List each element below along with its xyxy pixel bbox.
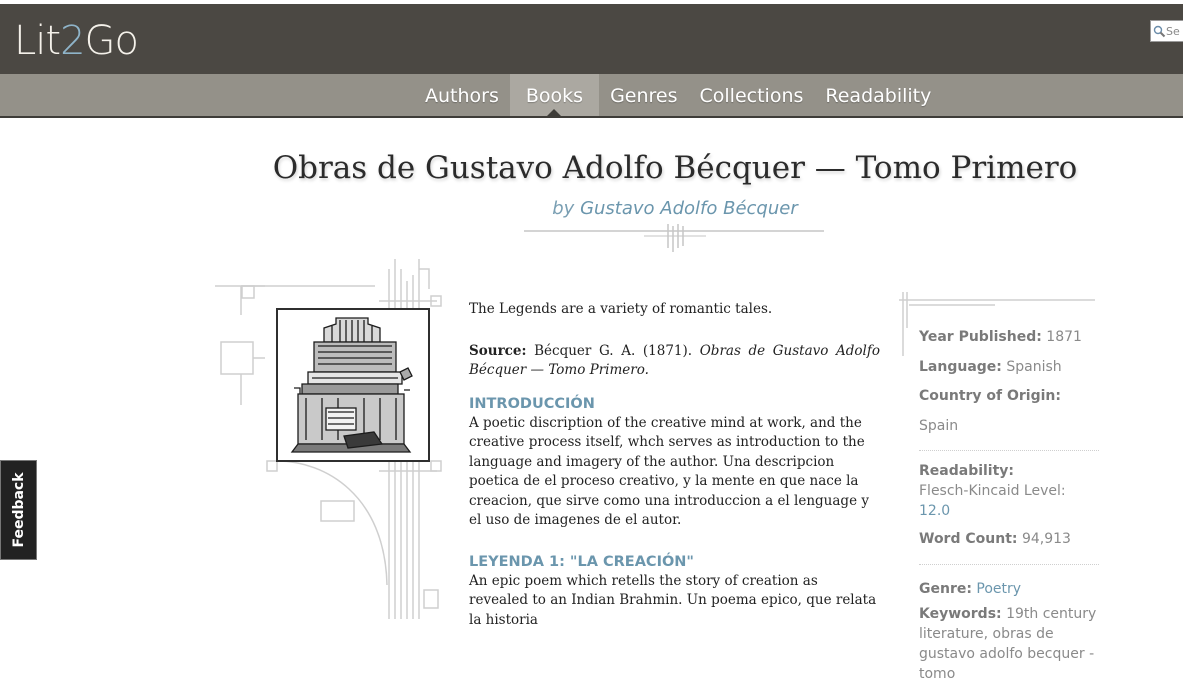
section-leyenda-1	[469, 552, 880, 631]
search-input[interactable]	[1150, 20, 1183, 42]
byline-by: by	[552, 198, 575, 219]
year-label: Year Published:	[919, 329, 1042, 345]
genre-link[interactable]: Poetry	[976, 580, 1022, 597]
source-title: Obras de Gustavo Adolfo Bécquer — Tomo Primero.	[469, 342, 880, 378]
keywords	[919, 604, 1099, 684]
genre-label: Genre:	[919, 580, 972, 597]
section-heading[interactable]: INTRODUCCIÓN	[469, 395, 595, 412]
logo-prefix: Lit	[14, 18, 61, 64]
title-ornament	[520, 222, 830, 256]
year-value: 1871	[1046, 329, 1082, 345]
book-cover[interactable]	[276, 308, 430, 462]
book-details-sidebar	[919, 323, 1099, 684]
source-label: Source:	[469, 342, 527, 359]
fk-label: Flesch-Kincaid Level:	[919, 483, 1066, 499]
keywords-label: Keywords:	[919, 606, 1002, 622]
logo-accent: 2	[60, 18, 85, 64]
section-text: A poetic discription of the creative mind at work, and the creative process itself, whch serves as introduction to the language and imagery of the author. Una descripcion poetica de el proceso creativo, y la mente en que nace la creacion, que sirve como una introduccion a el lenguage y el uso de imagenes de el autor.	[469, 414, 869, 528]
divider	[919, 450, 1099, 451]
language	[919, 353, 1099, 383]
feedback-tab[interactable]	[0, 460, 37, 560]
readability-label: Readability:	[919, 463, 1015, 479]
site-header	[0, 4, 1183, 74]
genre	[919, 575, 1099, 605]
nav-readability[interactable]: Readability	[825, 85, 932, 107]
pipe-organ-icon	[288, 314, 418, 459]
section-text: An epic poem which retells the story of creation as revealed to an Indian Brahmin. Un poema epico, que relata la historia	[469, 572, 877, 628]
search-placeholder: Se	[1166, 24, 1180, 38]
nav-collections[interactable]: Collections	[699, 85, 804, 107]
byline	[500, 198, 850, 219]
country-of-origin	[919, 382, 1099, 441]
author-link[interactable]: Gustavo Adolfo Bécquer	[580, 198, 798, 219]
feedback-label: Feedback	[10, 472, 27, 548]
book-summary: The Legends are a variety of romantic tales.	[469, 301, 773, 317]
page-title: Obras de Gustavo Adolfo Bécquer — Tomo Primero	[272, 150, 1078, 186]
language-value: Spanish	[1006, 358, 1062, 375]
nav-authors[interactable]: Authors	[425, 85, 499, 107]
country-label: Country of Origin:	[919, 388, 1061, 404]
nav-genres[interactable]: Genres	[610, 85, 678, 107]
site-logo[interactable]	[14, 17, 138, 65]
divider	[919, 564, 1099, 565]
language-label: Language:	[919, 358, 1002, 375]
wordcount-label: Word Count:	[919, 531, 1018, 547]
source-citation	[469, 342, 880, 381]
wordcount-value: 94,913	[1021, 531, 1071, 547]
logo-suffix: Go	[84, 18, 139, 64]
search-icon	[1153, 25, 1166, 38]
fk-value-link[interactable]: 12.0	[919, 503, 951, 519]
keywords-value[interactable]: 19th century literature, obras de gustavo adolfo becquer - tomo	[919, 606, 1097, 682]
readability	[919, 461, 1099, 521]
year-published	[919, 323, 1099, 353]
book-description	[469, 300, 880, 651]
country-value: Spain	[919, 417, 959, 434]
section-heading[interactable]: LEYENDA 1: "LA CREACIÓN"	[469, 553, 694, 570]
nav-books[interactable]: Books	[510, 74, 599, 116]
source-text: Bécquer G. A. (1871).	[534, 342, 693, 359]
section-introduccion	[469, 394, 880, 531]
word-count	[919, 525, 1099, 555]
main-navigation	[0, 74, 1183, 118]
